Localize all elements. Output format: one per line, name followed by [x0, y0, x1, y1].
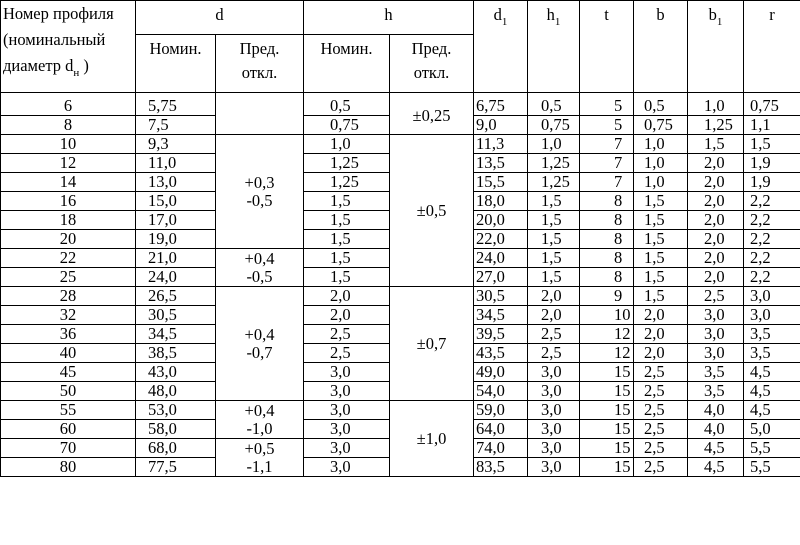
- d-nominal-cell: 48,0: [136, 382, 216, 401]
- b-cell: 2,0: [634, 344, 688, 363]
- d-tolerance-cell-line: +0,5: [244, 438, 275, 458]
- b-cell: 2,0: [634, 306, 688, 325]
- profile-number-cell: 10: [1, 135, 136, 154]
- d1-cell: 30,5: [474, 287, 528, 306]
- h1-cell: 3,0: [528, 458, 580, 477]
- b-cell: 0,5: [634, 93, 688, 116]
- profile-number-cell: 32: [1, 306, 136, 325]
- d-nominal-cell: 68,0: [136, 439, 216, 458]
- d1-cell: 20,0: [474, 211, 528, 230]
- profile-number-cell: 25: [1, 268, 136, 287]
- d1-cell: 83,5: [474, 458, 528, 477]
- profile-number-cell: 40: [1, 344, 136, 363]
- b1-cell: 2,0: [688, 211, 744, 230]
- h1-cell: 0,5: [528, 93, 580, 116]
- table-row: [1, 93, 800, 116]
- r-cell: 4,5: [744, 382, 800, 401]
- d1-cell: 59,0: [474, 401, 528, 420]
- b-cell: 1,0: [634, 135, 688, 154]
- h1-cell: 3,0: [528, 439, 580, 458]
- h-nominal-cell: 0,5: [304, 93, 390, 116]
- b-cell: 2,5: [634, 458, 688, 477]
- r-cell: 1,9: [744, 154, 800, 173]
- header-r: r: [744, 1, 800, 93]
- h-nominal-cell: 2,0: [304, 306, 390, 325]
- header-profile-number: Номер профиля (номинальный диаметр $d_н$ ): [1, 1, 136, 93]
- r-cell: 2,2: [744, 268, 800, 287]
- header-d-nominal: Номин.: [136, 35, 216, 93]
- h1-cell: 3,0: [528, 401, 580, 420]
- b-cell: 2,5: [634, 420, 688, 439]
- b1-cell: 3,5: [688, 363, 744, 382]
- d1-cell: 15,5: [474, 173, 528, 192]
- h-nominal-cell: 3,0: [304, 458, 390, 477]
- h1-cell: 2,5: [528, 344, 580, 363]
- h-nominal-cell: 3,0: [304, 363, 390, 382]
- h-tolerance-cell-line: ±1,0: [416, 428, 447, 448]
- d-tolerance-cell-line: -0,5: [246, 190, 273, 210]
- d-tolerance-cell-line: -1,0: [246, 418, 273, 438]
- h-tolerance-cell-line: ±0,7: [416, 333, 447, 353]
- h-tolerance-cell: [390, 287, 474, 401]
- table-header: [1, 1, 800, 93]
- d-tolerance-cell: [216, 439, 304, 477]
- r-cell: 5,0: [744, 420, 800, 439]
- h-tolerance-cell-line: ±0,25: [412, 105, 451, 125]
- h1-cell: 1,25: [528, 154, 580, 173]
- table-row: [1, 401, 800, 420]
- d-nominal-cell: 15,0: [136, 192, 216, 211]
- h-nominal-cell: 3,0: [304, 439, 390, 458]
- t-cell: 8: [580, 230, 634, 249]
- d1-cell: 18,0: [474, 192, 528, 211]
- d-nominal-cell: 21,0: [136, 249, 216, 268]
- profile-number-cell: 20: [1, 230, 136, 249]
- h1-cell: 3,0: [528, 363, 580, 382]
- profile-number-cell: 70: [1, 439, 136, 458]
- d-nominal-cell: 43,0: [136, 363, 216, 382]
- t-cell: 15: [580, 382, 634, 401]
- d-nominal-cell: 26,5: [136, 287, 216, 306]
- d1-cell: 6,75: [474, 93, 528, 116]
- header-d1: $d_1$: [474, 1, 528, 93]
- h-nominal-cell: 1,0: [304, 135, 390, 154]
- profile-number-cell: 60: [1, 420, 136, 439]
- b-cell: 1,5: [634, 230, 688, 249]
- t-cell: 15: [580, 439, 634, 458]
- d-nominal-cell: 19,0: [136, 230, 216, 249]
- r-cell: 2,2: [744, 211, 800, 230]
- d1-cell: 24,0: [474, 249, 528, 268]
- b1-cell: 3,5: [688, 382, 744, 401]
- t-cell: 5: [580, 116, 634, 135]
- t-cell: 15: [580, 458, 634, 477]
- r-cell: 3,0: [744, 287, 800, 306]
- t-cell: 7: [580, 154, 634, 173]
- h-nominal-cell: 3,0: [304, 382, 390, 401]
- r-cell: 1,9: [744, 173, 800, 192]
- d-tolerance-cell-line: -0,7: [246, 342, 273, 362]
- header-t: t: [580, 1, 634, 93]
- profile-number-cell: 36: [1, 325, 136, 344]
- h1-cell: 1,5: [528, 249, 580, 268]
- b1-cell: 2,0: [688, 173, 744, 192]
- d1-cell: 74,0: [474, 439, 528, 458]
- d-tolerance-cell-line: -1,1: [246, 456, 273, 476]
- r-cell: 1,5: [744, 135, 800, 154]
- d-nominal-cell: 9,3: [136, 135, 216, 154]
- header-d-tolerance: Пред. откл.: [216, 35, 304, 93]
- header-h: h: [304, 1, 474, 35]
- profile-number-cell: 8: [1, 116, 136, 135]
- profile-number-cell: 22: [1, 249, 136, 268]
- r-cell: 3,0: [744, 306, 800, 325]
- header-b1: $b_1$: [688, 1, 744, 93]
- t-cell: 15: [580, 363, 634, 382]
- t-cell: 9: [580, 287, 634, 306]
- h-nominal-cell: 2,5: [304, 325, 390, 344]
- profile-number-cell: 50: [1, 382, 136, 401]
- d-tolerance-cell: [216, 93, 304, 135]
- d-nominal-cell: 30,5: [136, 306, 216, 325]
- header-h-tolerance: Пред. откл.: [390, 35, 474, 93]
- h-nominal-cell: 1,5: [304, 230, 390, 249]
- h-nominal-cell: 3,0: [304, 401, 390, 420]
- d-tolerance-cell-line: +0,4: [244, 400, 275, 420]
- d-tolerance-cell: [216, 287, 304, 401]
- d-tolerance-cell-line: -0,5: [246, 266, 273, 286]
- b-cell: 1,5: [634, 211, 688, 230]
- b-cell: 2,0: [634, 325, 688, 344]
- r-cell: 3,5: [744, 325, 800, 344]
- b1-cell: 2,5: [688, 287, 744, 306]
- profile-number-cell: 80: [1, 458, 136, 477]
- b1-cell: 3,0: [688, 325, 744, 344]
- b1-cell: 1,25: [688, 116, 744, 135]
- h-nominal-cell: 1,5: [304, 268, 390, 287]
- t-cell: 8: [580, 211, 634, 230]
- t-cell: 8: [580, 192, 634, 211]
- profile-number-cell: 28: [1, 287, 136, 306]
- d-tolerance-cell-line: +0,3: [244, 172, 275, 192]
- t-cell: 7: [580, 135, 634, 154]
- h-tolerance-cell: [390, 135, 474, 287]
- header-h1: $h_1$: [528, 1, 580, 93]
- b1-cell: 4,5: [688, 458, 744, 477]
- profile-number-cell: 12: [1, 154, 136, 173]
- d-tolerance-cell-line: +0,4: [244, 248, 275, 268]
- r-cell: 5,5: [744, 439, 800, 458]
- t-cell: 10: [580, 306, 634, 325]
- profile-number-cell: 16: [1, 192, 136, 211]
- b-cell: 2,5: [634, 401, 688, 420]
- header-d: d: [136, 1, 304, 35]
- d1-cell: 64,0: [474, 420, 528, 439]
- profile-number-cell: 14: [1, 173, 136, 192]
- b-cell: 1,5: [634, 249, 688, 268]
- h1-cell: 1,5: [528, 211, 580, 230]
- d-nominal-cell: 53,0: [136, 401, 216, 420]
- r-cell: 5,5: [744, 458, 800, 477]
- b-cell: 2,5: [634, 382, 688, 401]
- b-cell: 2,5: [634, 439, 688, 458]
- h1-cell: 3,0: [528, 420, 580, 439]
- r-cell: 4,5: [744, 363, 800, 382]
- d1-cell: 27,0: [474, 268, 528, 287]
- t-cell: 8: [580, 268, 634, 287]
- b1-cell: 2,0: [688, 192, 744, 211]
- r-cell: 2,2: [744, 230, 800, 249]
- b1-cell: 1,5: [688, 135, 744, 154]
- d1-cell: 34,5: [474, 306, 528, 325]
- b1-cell: 3,0: [688, 344, 744, 363]
- b-cell: 1,5: [634, 192, 688, 211]
- t-cell: 8: [580, 249, 634, 268]
- b1-cell: 2,0: [688, 154, 744, 173]
- d-tolerance-cell-line: +0,4: [244, 324, 275, 344]
- d1-cell: 54,0: [474, 382, 528, 401]
- h1-cell: 1,5: [528, 268, 580, 287]
- h-nominal-cell: 1,5: [304, 249, 390, 268]
- h-nominal-cell: 1,25: [304, 173, 390, 192]
- d-tolerance-cell: [216, 135, 304, 249]
- r-cell: 1,1: [744, 116, 800, 135]
- d-nominal-cell: 38,5: [136, 344, 216, 363]
- h-nominal-cell: 0,75: [304, 116, 390, 135]
- h-nominal-cell: 2,0: [304, 287, 390, 306]
- table-body: [1, 93, 800, 477]
- h-tolerance-cell: [390, 401, 474, 477]
- d-tolerance-cell: [216, 401, 304, 439]
- b1-cell: 2,0: [688, 249, 744, 268]
- d1-cell: 9,0: [474, 116, 528, 135]
- b-cell: 1,0: [634, 173, 688, 192]
- r-cell: 4,5: [744, 401, 800, 420]
- t-cell: 5: [580, 93, 634, 116]
- h1-cell: 1,5: [528, 192, 580, 211]
- d-nominal-cell: 58,0: [136, 420, 216, 439]
- r-cell: 2,2: [744, 192, 800, 211]
- d-nominal-cell: 13,0: [136, 173, 216, 192]
- b1-cell: 2,0: [688, 230, 744, 249]
- b-cell: 1,0: [634, 154, 688, 173]
- d1-cell: 11,3: [474, 135, 528, 154]
- h-nominal-cell: 2,5: [304, 344, 390, 363]
- d-nominal-cell: 17,0: [136, 211, 216, 230]
- h1-cell: 2,5: [528, 325, 580, 344]
- t-cell: 12: [580, 344, 634, 363]
- t-cell: 15: [580, 420, 634, 439]
- d-nominal-cell: 11,0: [136, 154, 216, 173]
- b1-cell: 3,0: [688, 306, 744, 325]
- d-nominal-cell: 77,5: [136, 458, 216, 477]
- profile-number-cell: 6: [1, 93, 136, 116]
- d-nominal-cell: 7,5: [136, 116, 216, 135]
- table-row: [1, 287, 800, 306]
- h-tolerance-cell: [390, 93, 474, 135]
- d1-cell: 22,0: [474, 230, 528, 249]
- h1-cell: 2,0: [528, 306, 580, 325]
- profile-number-cell: 18: [1, 211, 136, 230]
- t-cell: 7: [580, 173, 634, 192]
- d1-cell: 49,0: [474, 363, 528, 382]
- r-cell: 2,2: [744, 249, 800, 268]
- d-tolerance-cell: [216, 249, 304, 287]
- h1-cell: 1,0: [528, 135, 580, 154]
- b1-cell: 4,0: [688, 420, 744, 439]
- t-cell: 12: [580, 325, 634, 344]
- h1-cell: 3,0: [528, 382, 580, 401]
- h-nominal-cell: 1,5: [304, 211, 390, 230]
- b1-cell: 4,0: [688, 401, 744, 420]
- d-nominal-cell: 24,0: [136, 268, 216, 287]
- table-row: [1, 135, 800, 154]
- b-cell: 1,5: [634, 268, 688, 287]
- d1-cell: 39,5: [474, 325, 528, 344]
- header-h-nominal: Номин.: [304, 35, 390, 93]
- h-tolerance-cell-line: ±0,5: [416, 200, 447, 220]
- t-cell: 15: [580, 401, 634, 420]
- r-cell: 0,75: [744, 93, 800, 116]
- profile-number-cell: 55: [1, 401, 136, 420]
- h1-cell: 0,75: [528, 116, 580, 135]
- h1-cell: 1,5: [528, 230, 580, 249]
- b1-cell: 4,5: [688, 439, 744, 458]
- d1-cell: 13,5: [474, 154, 528, 173]
- b-cell: 1,5: [634, 287, 688, 306]
- d-nominal-cell: 34,5: [136, 325, 216, 344]
- d-nominal-cell: 5,75: [136, 93, 216, 116]
- h-nominal-cell: 1,25: [304, 154, 390, 173]
- d1-cell: 43,5: [474, 344, 528, 363]
- h-nominal-cell: 1,5: [304, 192, 390, 211]
- h-nominal-cell: 3,0: [304, 420, 390, 439]
- r-cell: 3,5: [744, 344, 800, 363]
- profile-number-cell: 45: [1, 363, 136, 382]
- b-cell: 0,75: [634, 116, 688, 135]
- h1-cell: 2,0: [528, 287, 580, 306]
- h1-cell: 1,25: [528, 173, 580, 192]
- header-b: b: [634, 1, 688, 93]
- b1-cell: 2,0: [688, 268, 744, 287]
- b1-cell: 1,0: [688, 93, 744, 116]
- b-cell: 2,5: [634, 363, 688, 382]
